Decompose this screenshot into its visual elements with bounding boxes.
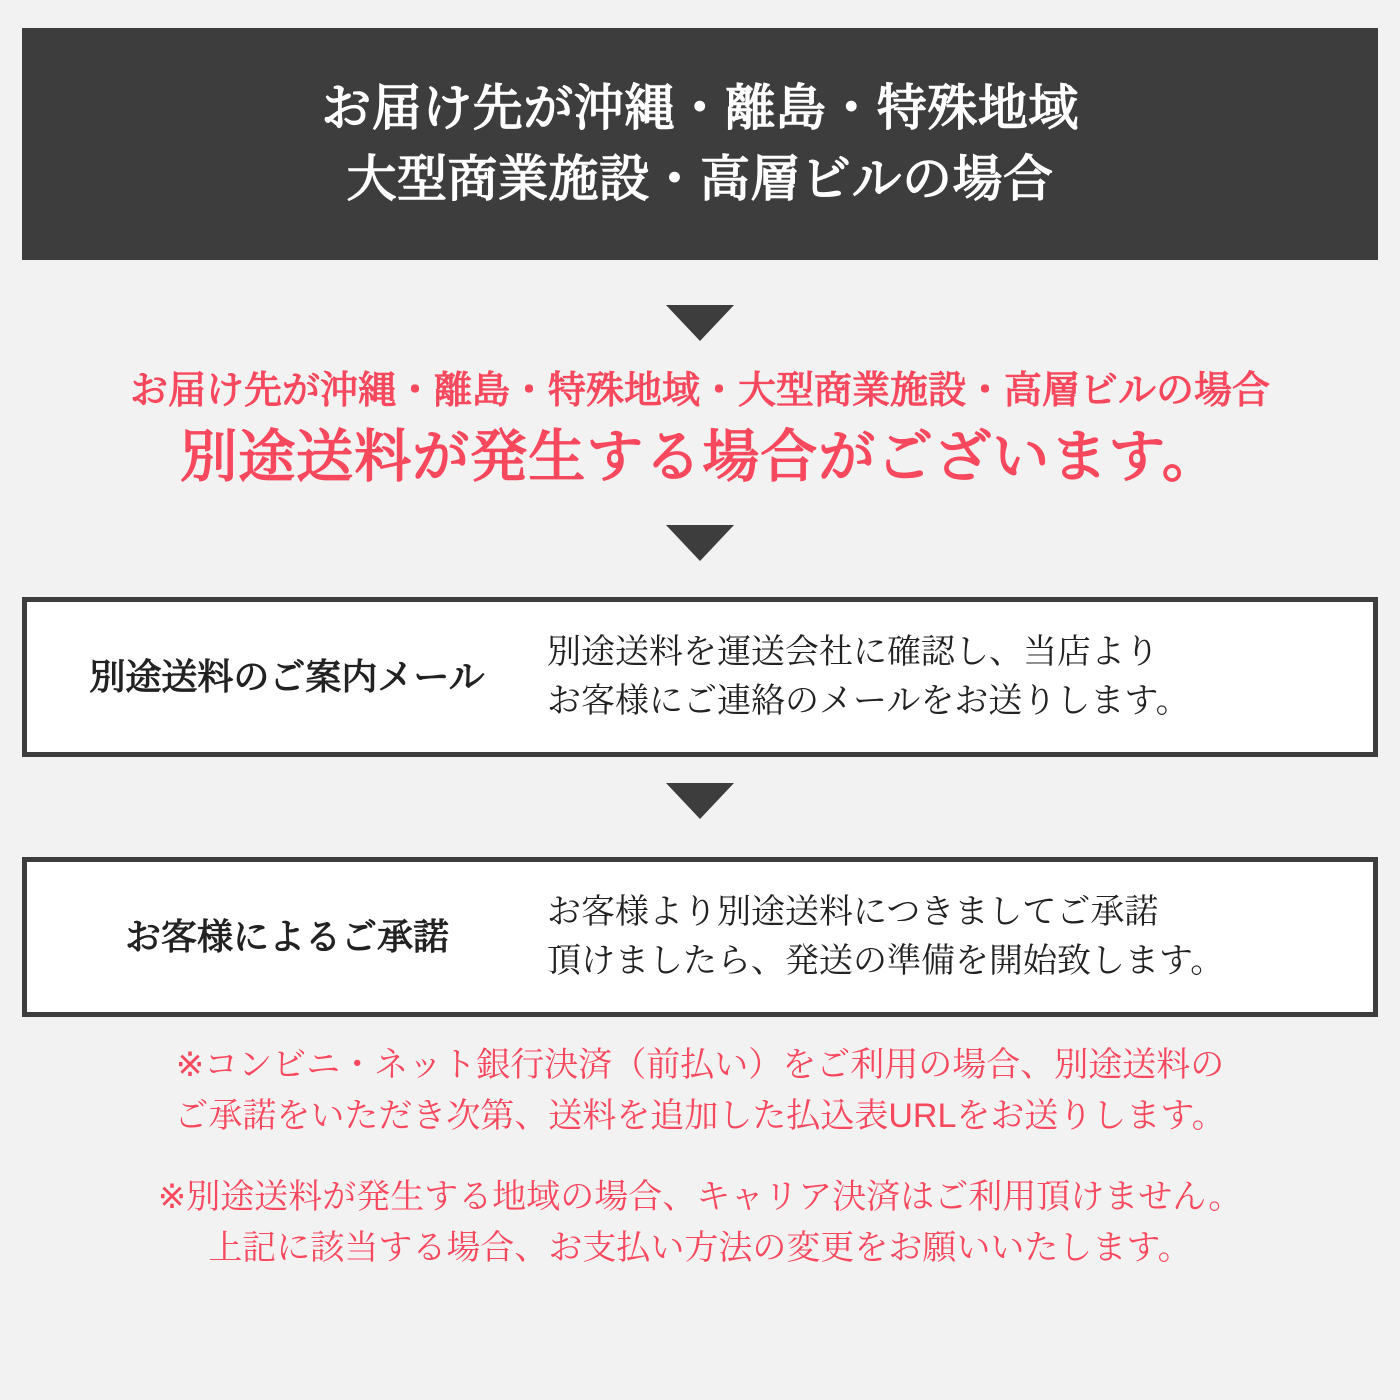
step-description: [547, 888, 1373, 987]
step-title: 別途送料のご案内メール: [89, 656, 485, 698]
note-item: [0, 1172, 1400, 1274]
emphasis-large-line: 別途送料が発生する場合がございます。: [180, 424, 1220, 489]
step-description-line: 頂けましたら、発送の準備を開始致します。: [547, 942, 1225, 980]
note-item: [0, 1040, 1400, 1142]
note-line: ご承諾をいただき次第、送料を追加した払込表URLをお送りします。: [174, 1097, 1226, 1135]
emphasis-small-line: お届け先が沖縄・離島・特殊地域・大型商業施設・高層ビルの場合: [129, 370, 1270, 412]
step-box-shipping-notice-email: [22, 597, 1378, 757]
emphasis-block: [0, 368, 1400, 494]
down-triangle-icon: [666, 783, 734, 819]
step-description-line: お客様より別途送料につきましてご承諾: [547, 892, 1159, 931]
note-line: ※別途送料が発生する地域の場合、キャリア決済はご利用頂けません。: [157, 1178, 1243, 1216]
note-line: ※コンビニ・ネット銀行決済（前払い）をご利用の場合、別途送料の: [175, 1046, 1225, 1084]
step-description: [547, 628, 1373, 727]
down-triangle-icon: [666, 525, 734, 561]
step-description-line: お客様にご連絡のメールをお送りします。: [547, 682, 1190, 720]
down-triangle-icon: [666, 305, 734, 341]
step-description-line: 別途送料を運送会社に確認し、当店より: [547, 632, 1159, 671]
header-band: [22, 28, 1378, 260]
step-title: お客様によるご承諾: [124, 916, 449, 958]
header-line-2: 大型商業施設・高層ビルの場合: [346, 151, 1054, 207]
header-line-1: お届け先が沖縄・離島・特殊地域: [321, 80, 1079, 136]
notes-section: [0, 1040, 1400, 1304]
step-box-customer-approval: [22, 857, 1378, 1017]
note-line: 上記に該当する場合、お支払い方法の変更をお願いいたします。: [208, 1229, 1192, 1267]
